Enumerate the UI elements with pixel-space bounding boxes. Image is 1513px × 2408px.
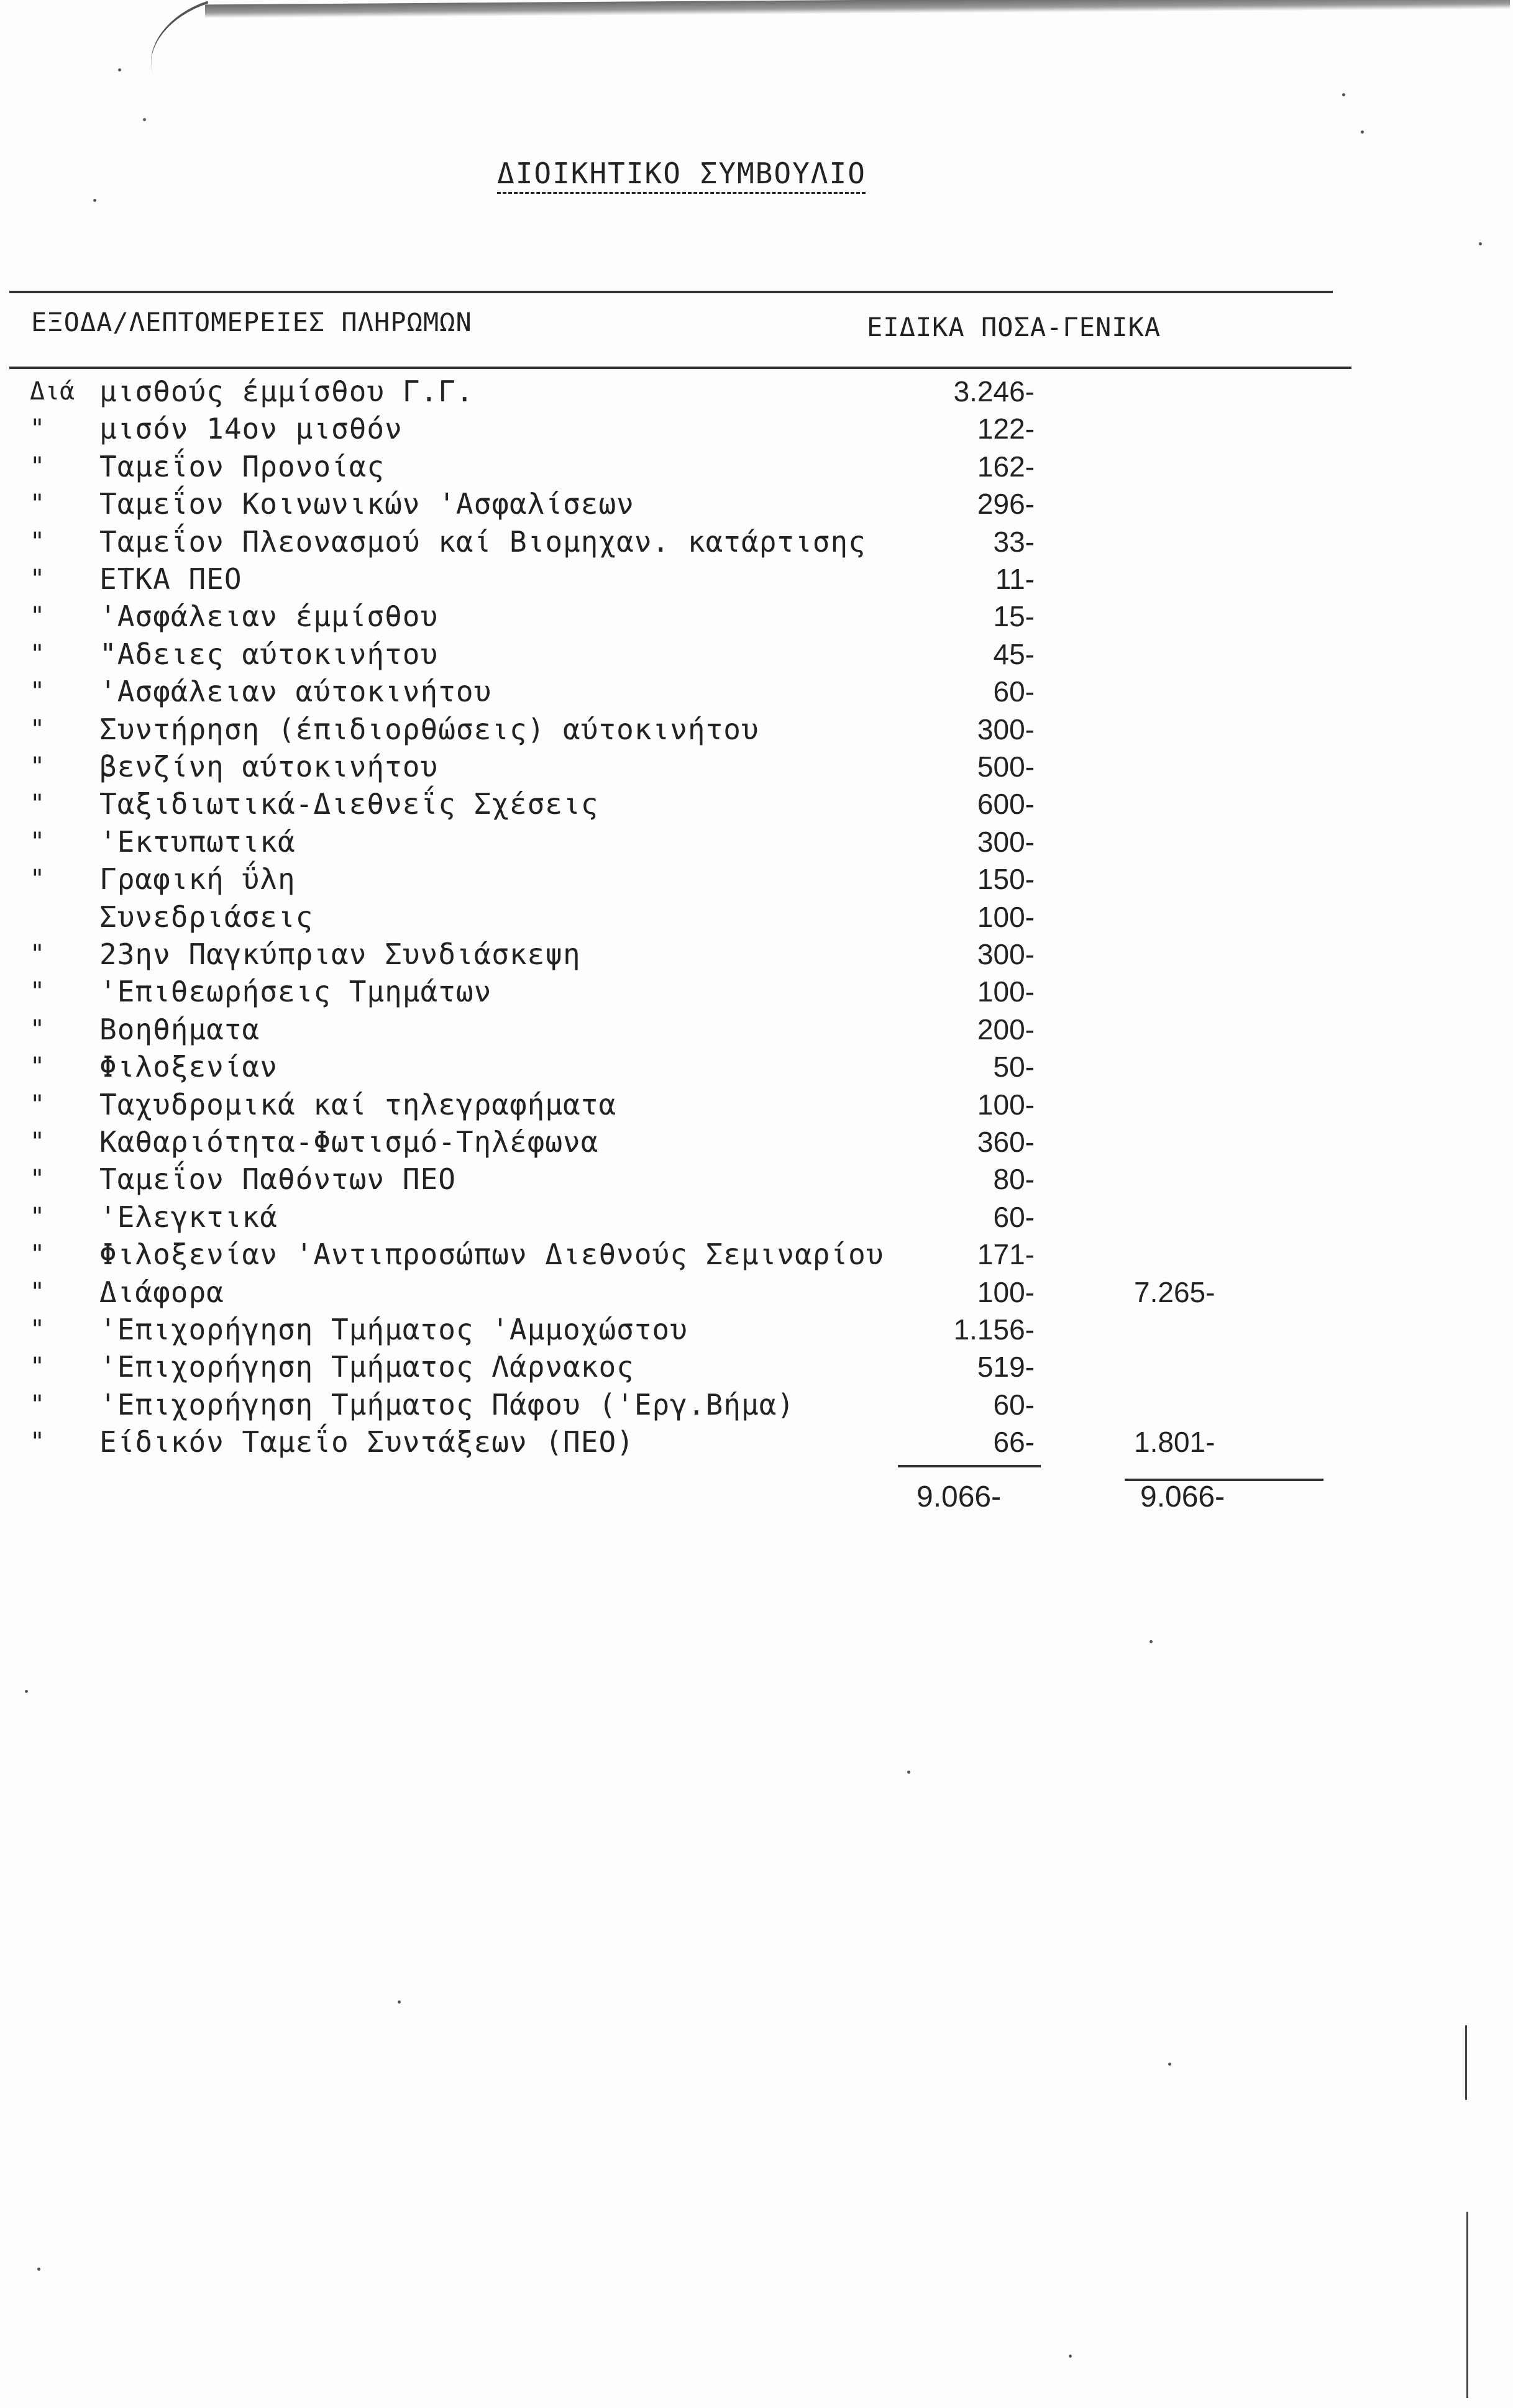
row-prefix: " — [30, 752, 45, 781]
row-prefix: " — [30, 1352, 45, 1382]
scan-speck — [1168, 2063, 1171, 2066]
row-prefix: " — [30, 527, 45, 556]
document-title: ΔΙΟΙΚΗΤΙΚΟ ΣΥΜΒΟΥΛΙΟ — [497, 157, 866, 190]
table-row — [0, 1048, 1513, 1085]
table-row — [0, 1386, 1513, 1423]
scan-edge-smudge — [205, 0, 1510, 18]
amount-sum-rule — [898, 1465, 1041, 1467]
row-prefix: " — [30, 790, 45, 819]
row-amount: 100- — [977, 900, 1035, 933]
table-row — [0, 748, 1513, 785]
scan-speck — [1479, 242, 1482, 245]
table-row — [0, 373, 1513, 410]
scan-speck — [398, 2000, 401, 2004]
row-label: Είδικόν Ταμεΐο Συντάξεων (ΠΕΟ) — [99, 1425, 634, 1459]
table-row — [0, 485, 1513, 522]
row-amount: 66- — [993, 1426, 1035, 1459]
row-prefix: " — [30, 1390, 45, 1419]
table-row — [0, 973, 1513, 1010]
table-row — [0, 1236, 1513, 1273]
row-label: Φιλοξενίαν — [99, 1050, 278, 1084]
row-prefix: " — [30, 827, 45, 856]
table-row — [0, 1086, 1513, 1123]
row-label: 'Επιχορήγηση Τμήματος 'Αμμοχώστου — [99, 1313, 688, 1346]
row-amount: 519- — [977, 1351, 1035, 1384]
row-amount: 60- — [993, 675, 1035, 708]
row-label: Διάφορα — [99, 1275, 224, 1309]
scan-speck — [1361, 130, 1364, 134]
row-amount: 171- — [977, 1238, 1035, 1271]
row-label: Ταχυδρομικά καί τηλεγραφήματα — [99, 1087, 617, 1121]
table-row — [0, 1161, 1513, 1198]
row-label: Ταμεΐον Προνοίας — [99, 449, 385, 483]
row-amount: 11- — [995, 563, 1035, 595]
row-prefix: " — [30, 1052, 45, 1082]
row-label: Ταμεΐον Παθόντων ΠΕΟ — [99, 1162, 456, 1197]
table-row — [0, 448, 1513, 485]
row-prefix: " — [30, 1277, 45, 1307]
table-row — [0, 1011, 1513, 1048]
scan-speck — [25, 1690, 28, 1693]
table-row — [0, 936, 1513, 973]
row-label: μισόν 14ον μισθόν — [99, 412, 403, 446]
row-prefix: " — [30, 1165, 45, 1194]
row-label: μισθούς έμμίσθου Γ.Γ. — [99, 375, 474, 408]
row-label: Συνεδριάσεις — [99, 900, 314, 934]
row-label: Ταξιδιωτικά-Διεθνεΐς Σχέσεις — [99, 787, 599, 821]
row-general-total: 7.265- — [1134, 1275, 1215, 1308]
table-row — [0, 673, 1513, 710]
row-amount: 300- — [977, 938, 1035, 970]
row-amount: 300- — [977, 713, 1035, 746]
table-row — [0, 711, 1513, 748]
row-prefix: " — [30, 1090, 45, 1119]
scan-speck — [37, 2268, 40, 2271]
scan-edge-line — [1465, 2025, 1467, 2100]
row-amount: 100- — [977, 1275, 1035, 1308]
row-prefix: " — [30, 452, 45, 481]
row-amount: 60- — [993, 1388, 1035, 1421]
table-row — [0, 1198, 1513, 1236]
row-label: 'Επιχορήγηση Τμήματος Λάρνακος — [99, 1350, 634, 1384]
row-label: Φιλοξενίαν 'Αντιπροσώπων Διεθνούς Σεμιναρίου — [99, 1238, 884, 1272]
row-amount: 500- — [977, 750, 1035, 783]
row-label: 'Επιθεωρήσεις Τμημάτων — [99, 975, 492, 1009]
row-amount: 296- — [977, 488, 1035, 521]
row-amount: 50- — [993, 1051, 1035, 1083]
scan-edge-line — [1466, 2212, 1468, 2398]
table-row — [0, 860, 1513, 898]
row-label: Συντήρηση (έπιδιορθώσεις) αύτοκινήτου — [99, 712, 759, 746]
row-amount: 122- — [977, 413, 1035, 445]
total-amounts: 9.066- — [916, 1480, 1002, 1513]
table-row — [0, 410, 1513, 447]
table-row — [0, 523, 1513, 560]
row-prefix: " — [30, 714, 45, 744]
table-row — [0, 1274, 1513, 1311]
row-amount: 60- — [993, 1200, 1035, 1233]
row-label: Βοηθήματα — [99, 1012, 260, 1046]
row-amount: 1.156- — [953, 1313, 1035, 1346]
table-row — [0, 636, 1513, 673]
table-row — [0, 1423, 1513, 1461]
row-amount: 45- — [993, 637, 1035, 670]
scan-speck — [1150, 1640, 1153, 1643]
row-label: Ταμεΐον Κοινωνικών 'Ασφαλίσεων — [99, 487, 634, 521]
scan-speck — [143, 118, 146, 121]
row-amount: 150- — [977, 863, 1035, 896]
row-prefix: " — [30, 602, 45, 631]
row-prefix: " — [30, 639, 45, 668]
row-label: 'Ασφάλειαν έμμίσθου — [99, 600, 439, 634]
row-prefix: " — [30, 940, 45, 969]
row-prefix: " — [30, 677, 45, 706]
table-row — [0, 1348, 1513, 1385]
row-amount: 3.246- — [953, 375, 1035, 408]
row-label: βενζίνη αύτοκινήτου — [99, 750, 439, 783]
row-prefix: " — [30, 490, 45, 519]
row-prefix: " — [30, 977, 45, 1006]
row-prefix: " — [30, 414, 45, 444]
row-amount: 600- — [977, 788, 1035, 821]
header-expenses: ΕΞΟΔΑ/ΛΕΠΤΟΜΕΡΕΙΕΣ ΠΛΗΡΩΜΩΝ — [31, 307, 472, 337]
header-amounts: ΕΙΔΙΚΑ ΠΟΣΑ-ΓΕΝΙΚΑ — [867, 312, 1161, 342]
row-amount: 162- — [977, 450, 1035, 483]
scan-speck — [1342, 93, 1345, 96]
row-prefix: " — [30, 1015, 45, 1044]
row-label: "Αδειες αύτοκινήτου — [99, 637, 439, 671]
table-row — [0, 598, 1513, 635]
table-row — [0, 1311, 1513, 1348]
row-amount: 100- — [977, 975, 1035, 1008]
table-row — [0, 823, 1513, 860]
row-amount: 33- — [993, 525, 1035, 558]
scan-speck — [93, 199, 96, 202]
row-label: 'Ασφάλειαν αύτοκινήτου — [99, 675, 492, 709]
row-label: 'Επιχορήγηση Τμήματος Πάφου ('Εργ.Βήμα) — [99, 1387, 795, 1421]
table-row — [0, 785, 1513, 823]
table-row — [0, 898, 1513, 936]
header-bottom-rule — [9, 367, 1351, 369]
row-amount: 100- — [977, 1088, 1035, 1121]
row-label: ΕΤΚΑ ΠΕΟ — [99, 562, 242, 596]
row-prefix: " — [30, 1240, 45, 1269]
row-prefix: " — [30, 865, 45, 894]
row-prefix: " — [30, 565, 45, 593]
scan-speck — [1069, 2355, 1072, 2358]
table-row — [0, 560, 1513, 598]
row-label: Ταμεΐον Πλεονασμού καί Βιομηχαν. κατάρτισης — [99, 524, 866, 559]
row-amount: 360- — [977, 1126, 1035, 1158]
row-prefix: " — [30, 1202, 45, 1231]
row-label: 23ην Παγκύπριαν Συνδιάσκεψη — [99, 937, 581, 971]
row-amount: 15- — [993, 600, 1035, 633]
row-amount: 300- — [977, 825, 1035, 858]
row-label: Γραφική ΰλη — [99, 862, 296, 896]
row-prefix: Διά — [30, 377, 75, 406]
row-prefix: " — [30, 1128, 45, 1156]
row-amount: 80- — [993, 1163, 1035, 1196]
row-general-total: 1.801- — [1134, 1426, 1215, 1459]
row-label: Καθαριότητα-Φωτισμό-Τηλέφωνα — [99, 1125, 599, 1159]
table-row — [0, 1123, 1513, 1161]
row-prefix: " — [30, 1428, 45, 1457]
scan-speck — [907, 1771, 910, 1774]
row-prefix: " — [30, 1315, 45, 1344]
row-label: 'Ελεγκτικά — [99, 1200, 278, 1234]
row-amount: 200- — [977, 1013, 1035, 1046]
table-top-rule — [9, 291, 1333, 293]
scan-speck — [118, 68, 121, 71]
total-general: 9.066- — [1140, 1480, 1225, 1513]
row-label: 'Εκτυπωτικά — [99, 824, 296, 859]
scan-edge-curve — [137, 1, 224, 74]
